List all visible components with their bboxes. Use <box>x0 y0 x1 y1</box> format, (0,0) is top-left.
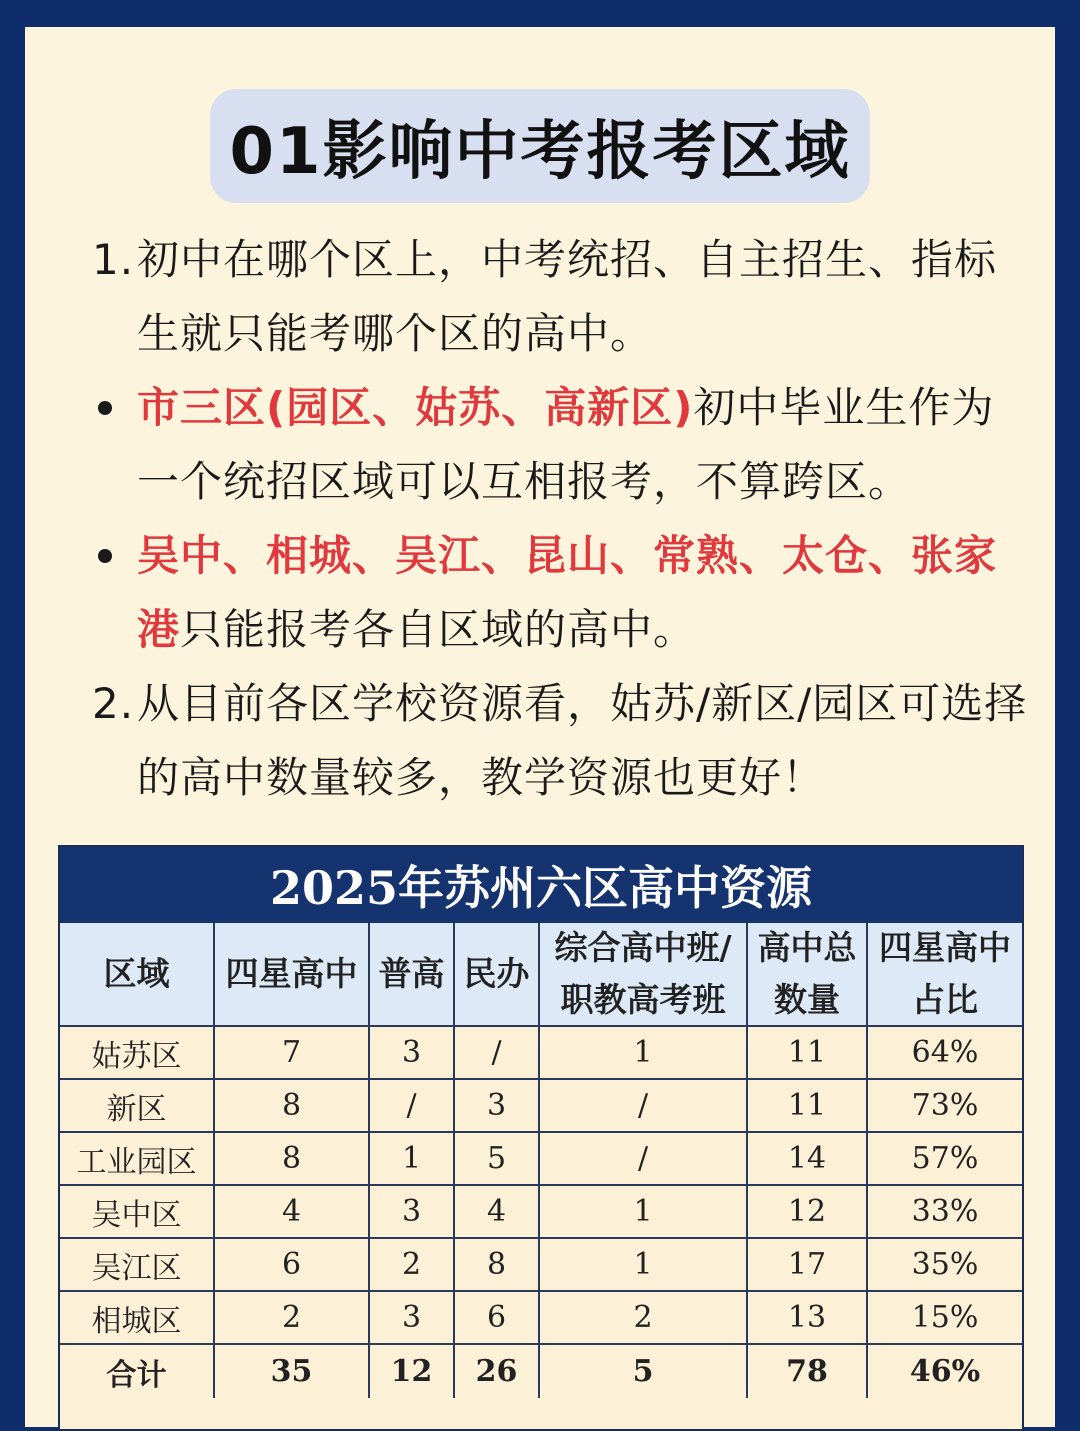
header-four-star: 四星高中 <box>215 923 370 1027</box>
row-label: 工业园区 <box>60 1133 215 1186</box>
table-cell: 3 <box>370 1186 455 1239</box>
table-cell: 13 <box>748 1292 868 1345</box>
row-label: 合计 <box>60 1345 215 1398</box>
table-cell: 35% <box>868 1239 1022 1292</box>
table-cell: 8 <box>455 1239 540 1292</box>
point-2-number: 2. <box>92 679 135 728</box>
page-title: 01影响中考报考区域 <box>210 89 870 203</box>
table-cell: 3 <box>455 1080 540 1133</box>
point-2-text: 从目前各区学校资源看，姑苏/新区/园区可选择的高中数量较多，教学资源也更好！ <box>137 679 1028 802</box>
row-label: 相城区 <box>60 1292 215 1345</box>
bullet-dot-icon <box>98 401 112 415</box>
table-cell: 4 <box>215 1186 370 1239</box>
table-cell: 11 <box>748 1080 868 1133</box>
table-cell: 4 <box>455 1186 540 1239</box>
table-cell: 3 <box>370 1027 455 1080</box>
table-cell: 12 <box>748 1186 868 1239</box>
row-label: 吴中区 <box>60 1186 215 1239</box>
table-cell: / <box>455 1027 540 1080</box>
table-cell: 15% <box>868 1292 1022 1345</box>
header-ratio: 四星高中 占比 <box>868 923 1022 1027</box>
table-cell: 46% <box>909 1354 981 1389</box>
table-cell: 1 <box>540 1239 748 1292</box>
table-cell: / <box>370 1080 455 1133</box>
table-cell: 6 <box>215 1239 370 1292</box>
table-cell: 12 <box>370 1345 455 1398</box>
table-cell: 26 <box>455 1345 540 1398</box>
bullet-2-highlight: 吴中、相城、吴江、昆山、常熟、太仓、张家港 <box>137 531 998 654</box>
point-1-text: 初中在哪个区上，中考统招、自主招生、指标生就只能考哪个区的高中。 <box>137 235 998 358</box>
bullet-2-text: 只能报考各自区域的高中。 <box>180 605 697 654</box>
table-cell: 17 <box>748 1239 868 1292</box>
table-cell: 3 <box>370 1292 455 1345</box>
bullet-1-highlight: 市三区(园区、姑苏、高新区) <box>137 383 694 432</box>
table-cell: 7 <box>215 1027 370 1080</box>
resource-table <box>58 845 1024 1431</box>
table-cell: 33% <box>868 1186 1022 1239</box>
table-cell: 5 <box>540 1345 748 1398</box>
bullet-1-text: 初中毕业生作为一个统招区域可以互相报考，不算跨区。 <box>137 383 995 506</box>
table-cell: / <box>540 1133 748 1186</box>
table-cell: 35 <box>215 1345 370 1398</box>
table-cell: 11 <box>748 1027 868 1080</box>
point-1-number: 1. <box>92 235 135 284</box>
table-cell: 1 <box>370 1133 455 1186</box>
row-label: 吴江区 <box>60 1239 215 1292</box>
row-label: 新区 <box>60 1080 215 1133</box>
table-cell: 8 <box>215 1133 370 1186</box>
table-cell: 8 <box>215 1080 370 1133</box>
table-cell: 64% <box>868 1027 1022 1080</box>
table-cell: 1 <box>540 1186 748 1239</box>
header-total: 高中总 数量 <box>748 923 868 1027</box>
table-cell: 14 <box>748 1133 868 1186</box>
content-card <box>25 27 1055 1427</box>
header-comprehensive: 综合高中班/ 职教高考班 <box>540 923 748 1027</box>
table-cell: 2 <box>540 1292 748 1345</box>
table-cell: 2 <box>215 1292 370 1345</box>
header-region: 区域 <box>60 923 215 1027</box>
table-cell: 1 <box>540 1027 748 1080</box>
table-cell: 5 <box>455 1133 540 1186</box>
table-cell: 78 <box>748 1345 868 1398</box>
table-cell: 57% <box>868 1133 1022 1186</box>
header-private: 民办 <box>455 923 540 1027</box>
table-cell: / <box>540 1080 748 1133</box>
table-cell: 2 <box>370 1239 455 1292</box>
row-label: 姑苏区 <box>60 1027 215 1080</box>
bullet-dot-icon <box>98 549 112 563</box>
table-cell: 73% <box>868 1080 1022 1133</box>
table-cell: 6 <box>455 1292 540 1345</box>
table-title: 2025年苏州六区高中资源 <box>60 847 1022 923</box>
header-general: 普高 <box>370 923 455 1027</box>
